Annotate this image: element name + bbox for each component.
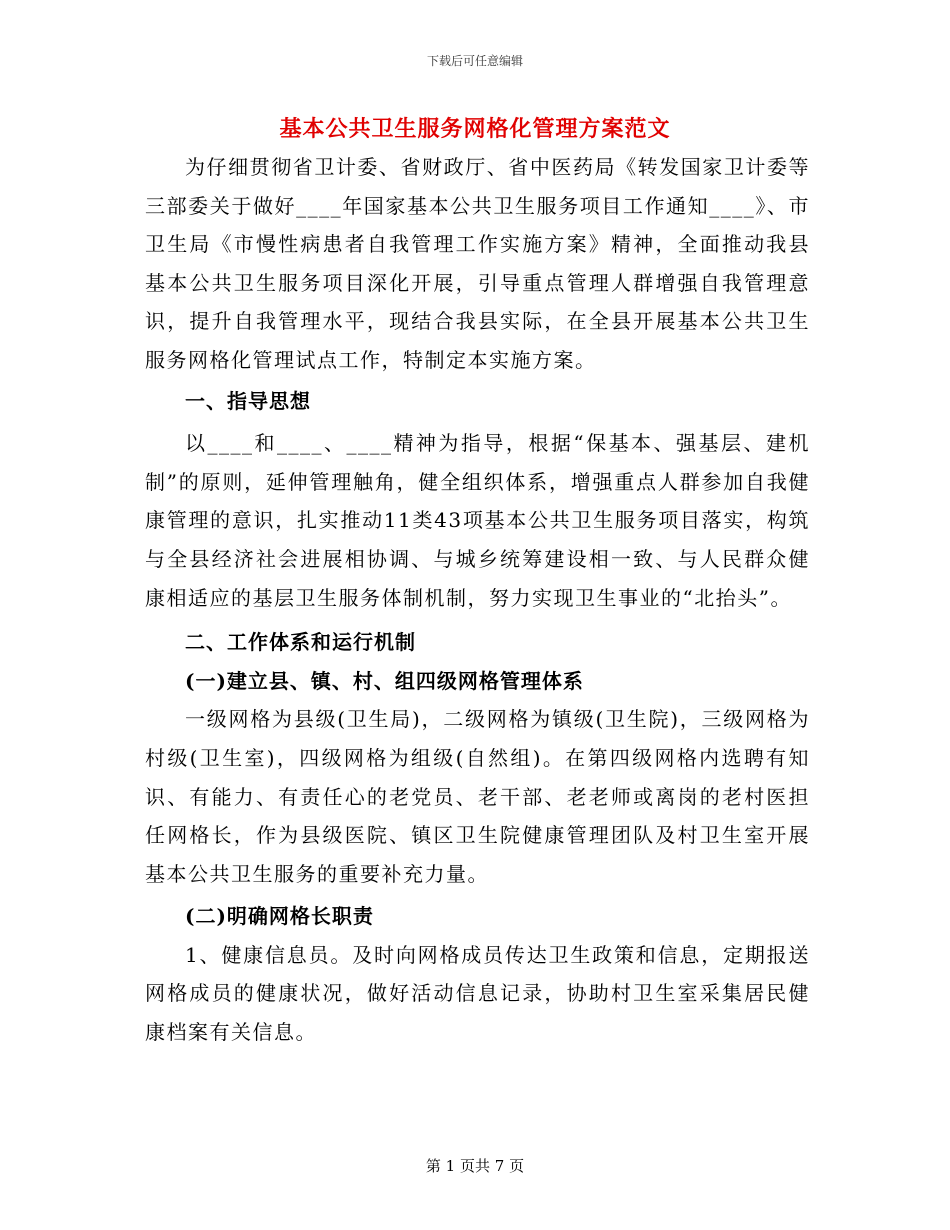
- duty-item-health-info: 1、健康信息员。及时向网格成员传达卫生政策和信息，定期报送网格成员的健康状况，做好活动信息记录，协助村卫生室采集居民健康档案有关信息。: [145, 942, 810, 1045]
- subsection-heading-grid-system: (一)建立县、镇、村、组四级网格管理体系: [185, 668, 584, 693]
- section-heading-work-system: 二、工作体系和运行机制: [185, 630, 416, 655]
- header-note: 下载后可任意编辑: [426, 54, 523, 68]
- intro-paragraph: 为仔细贯彻省卫计委、省财政厅、省中医药局《转发国家卫计委等三部委关于做好____年国家基本公共卫生服务项目工作通知____》、市卫生局《市慢性病患者自我管理工作实施方案》精神，全面推动我县基本公共卫生服务项目深化开展，引导重点管理人群增强自我管理意识，提升自我管理水平，现结合我县实际，在全县开展基本公共卫生服务网格化管理试点工作，特制定本实施方案。: [145, 155, 810, 372]
- guiding-ideology-paragraph: 以____和____、____精神为指导，根据“保基本、强基层、建机制”的原则，延伸管理触角，健全组织体系，增强重点人群参加自我健康管理的意识，扎实推动11类43项基本公共卫生服务项目落实，构筑与全县经济社会进展相协调、与城乡统筹建设相一致、与人民群众健康相适应的基层卫生服务体制机制，努力实现卫生事业的“北抬头”。: [145, 431, 810, 610]
- subsection-heading-grid-leader-duties: (二)明确网格长职责: [185, 904, 374, 929]
- grid-system-paragraph: 一级网格为县级(卫生局)，二级网格为镇级(卫生院)，三级网格为村级(卫生室)，四级网格为组级(自然组)。在第四级网格内选聘有知识、有能力、有责任心的老党员、老干部、老老师或离岗的老村医担任网格长，作为县级医院、镇区卫生院健康管理团队及村卫生室开展基本公共卫生服务的重要补充力量。: [145, 707, 810, 886]
- page-number: 第 1 页共 7 页: [425, 1157, 525, 1175]
- section-heading-guiding-ideology: 一、指导思想: [185, 388, 311, 413]
- document-body: [145, 148, 810, 1052]
- document-title: 基本公共卫生服务网格化管理方案范文: [279, 116, 671, 142]
